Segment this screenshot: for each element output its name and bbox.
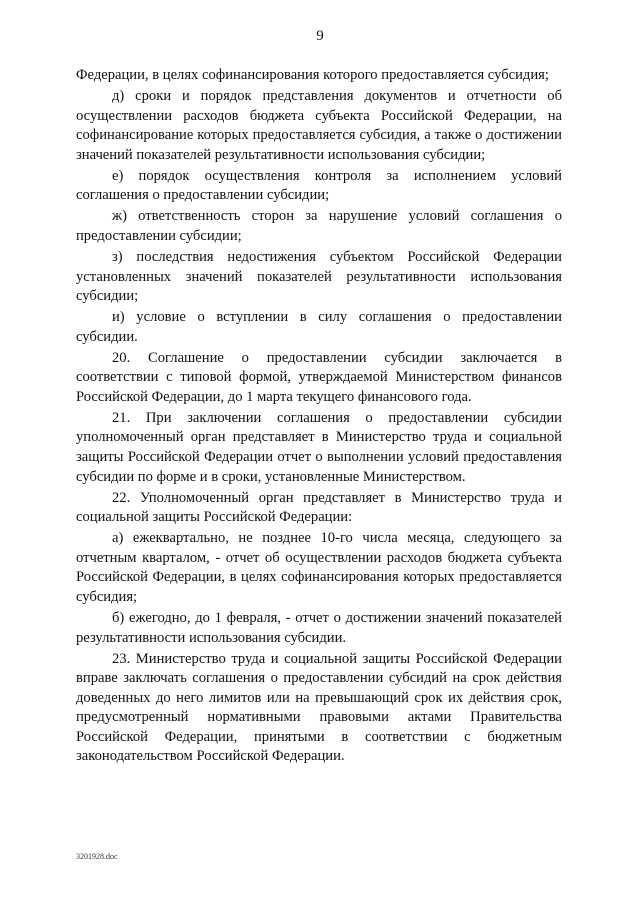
subitem-a: а) ежеквартально, не позднее 10-го числа месяца, следующего за отчетным кварталом, - отчет об осуществлении расходов бюджета субъекта Российской Федерации, в целях софинансирования которых предоставляется субсидия;: [76, 530, 562, 605]
subitem-e: е) порядок осуществления контроля за исполнением условий соглашения о предоставлении субсидии;: [76, 167, 562, 204]
clause-20: 20. Соглашение о предоставлении субсидии заключается в соответствии с типовой формой, утверждаемой Министерством финансов Российской Федерации, до 1 марта текущего финансового года.: [76, 349, 562, 405]
clause-21: 21. При заключении соглашения о предоставлении субсидии уполномоченный орган представляет в Министерство труда и социальной защиты Российской Федерации отчет о выполнении условий предоставления субсидии по форме и в сроки, установленные Министерством.: [76, 409, 562, 485]
paragraph-continuation: Федерации, в целях софинансирования которого предоставляется субсидия;: [76, 67, 549, 83]
subitem-i: и) условие о вступлении в силу соглашения о предоставлении субсидии.: [76, 309, 562, 345]
page-number: 9: [316, 28, 324, 44]
clause-23: 23. Министерство труда и социальной защиты Российской Федерации вправе заключать соглашения о предоставлении субсидий на срок действия доведенных до него лимитов или на превышающий срок их действия срок, предусмотренный нормативными правовыми актами Правительства Российской Федерации, принятыми в соответствии с бюджетным законодательством Российской Федерации.: [76, 650, 562, 765]
subitem-z: з) последствия недостижения субъектом Российской Федерации установленных значений показателей результативности использования субсидии;: [76, 248, 562, 305]
subitem-d: д) сроки и порядок представления документов и отчетности об осуществлении расходов бюджета субъекта Российской Федерации, на софинансирование которых предоставляется субсидия, а также о достижении значений показателей результативности использования субсидии;: [76, 87, 562, 163]
clause-22: 22. Уполномоченный орган представляет в Министерство труда и социальной защиты Российской Федерации:: [76, 489, 562, 526]
file-name-footer: 3201928.doc: [76, 852, 118, 861]
document-body: [76, 66, 562, 768]
subitem-zh: ж) ответственность сторон за нарушение условий соглашения о предоставлении субсидии;: [76, 208, 562, 244]
subitem-b: б) ежегодно, до 1 февраля, - отчет о достижении значений показателей результативности использования субсидии.: [76, 609, 562, 646]
